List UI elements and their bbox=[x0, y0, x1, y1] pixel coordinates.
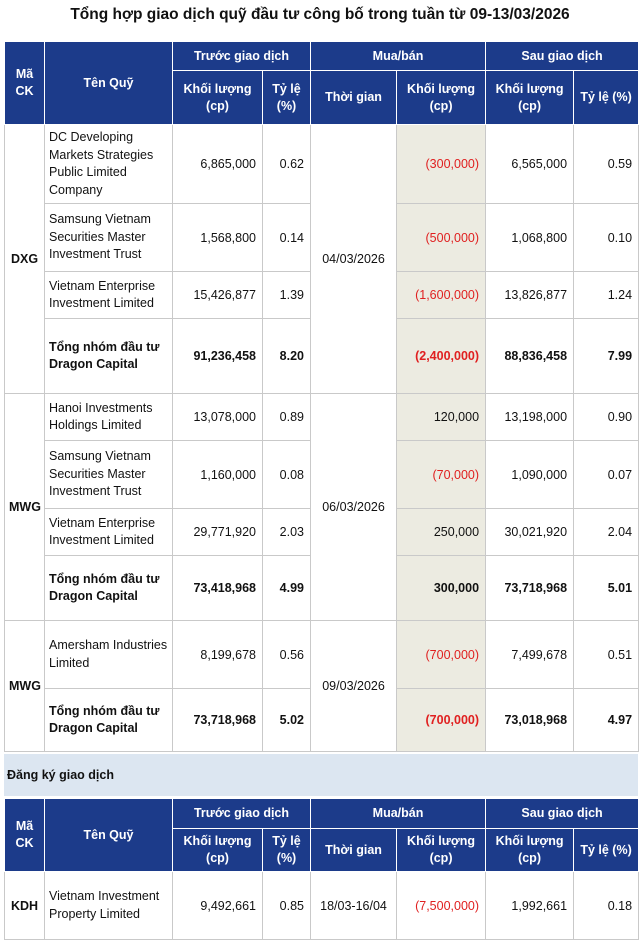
after-ratio: 0.51 bbox=[574, 621, 639, 689]
before-ratio: 0.85 bbox=[263, 872, 311, 940]
before-ratio: 2.03 bbox=[263, 509, 311, 556]
trade-volume: (70,000) bbox=[397, 441, 486, 509]
col-header-thoi-gian: Thời gian bbox=[311, 71, 397, 125]
after-volume: 88,836,458 bbox=[486, 319, 574, 394]
transactions-table bbox=[4, 41, 639, 752]
col-header-ty-le-sau: Tỷ lệ (%) bbox=[574, 71, 639, 125]
table-row bbox=[5, 125, 639, 204]
after-volume: 13,198,000 bbox=[486, 394, 574, 441]
before-ratio: 0.56 bbox=[263, 621, 311, 689]
trade-date: 04/03/2026 bbox=[311, 125, 397, 394]
trade-volume: 250,000 bbox=[397, 509, 486, 556]
after-ratio: 4.97 bbox=[574, 689, 639, 752]
before-volume: 15,426,877 bbox=[173, 272, 263, 319]
before-volume: 1,568,800 bbox=[173, 204, 263, 272]
after-volume: 73,018,968 bbox=[486, 689, 574, 752]
before-ratio: 1.39 bbox=[263, 272, 311, 319]
before-ratio: 8.20 bbox=[263, 319, 311, 394]
col-header-ty-le-truoc: Tỷ lệ (%) bbox=[263, 829, 311, 872]
before-volume: 73,718,968 bbox=[173, 689, 263, 752]
fund-name: Tổng nhóm đầu tư Dragon Capital bbox=[45, 556, 173, 621]
fund-name: Tổng nhóm đầu tư Dragon Capital bbox=[45, 319, 173, 394]
after-volume: 1,992,661 bbox=[486, 872, 574, 940]
before-volume: 13,078,000 bbox=[173, 394, 263, 441]
after-volume: 6,565,000 bbox=[486, 125, 574, 204]
col-header-sau: Sau giao dịch bbox=[486, 42, 639, 71]
after-ratio: 0.10 bbox=[574, 204, 639, 272]
trade-volume: (500,000) bbox=[397, 204, 486, 272]
after-ratio: 0.59 bbox=[574, 125, 639, 204]
trade-volume: (300,000) bbox=[397, 125, 486, 204]
fund-name: Amersham Industries Limited bbox=[45, 621, 173, 689]
before-volume: 73,418,968 bbox=[173, 556, 263, 621]
registration-table bbox=[4, 798, 639, 940]
stock-code: DXG bbox=[5, 125, 45, 394]
col-header-ten-quy: Tên Quỹ bbox=[45, 799, 173, 872]
col-header-ten-quy: Tên Quỹ bbox=[45, 42, 173, 125]
trade-date: 18/03-16/04 bbox=[311, 872, 397, 940]
trade-volume: (2,400,000) bbox=[397, 319, 486, 394]
stock-code: KDH bbox=[5, 872, 45, 940]
after-volume: 30,021,920 bbox=[486, 509, 574, 556]
section-title-registration bbox=[4, 754, 638, 796]
after-ratio: 0.18 bbox=[574, 872, 639, 940]
fund-name: Hanoi Investments Holdings Limited bbox=[45, 394, 173, 441]
section-title-text: Đăng ký giao dịch bbox=[7, 768, 114, 782]
col-header-khoi-luong-sau: Khối lượng (cp) bbox=[486, 829, 574, 872]
before-volume: 6,865,000 bbox=[173, 125, 263, 204]
stock-code: MWG bbox=[5, 621, 45, 752]
after-volume: 13,826,877 bbox=[486, 272, 574, 319]
after-ratio: 0.07 bbox=[574, 441, 639, 509]
col-header-ma-ck: Mã CK bbox=[5, 799, 45, 872]
trade-volume: 300,000 bbox=[397, 556, 486, 621]
trade-volume: (700,000) bbox=[397, 689, 486, 752]
after-volume: 7,499,678 bbox=[486, 621, 574, 689]
after-ratio: 0.90 bbox=[574, 394, 639, 441]
fund-name: DC Developing Markets Strategies Public Limited Company bbox=[45, 125, 173, 204]
col-header-khoi-luong-truoc: Khối lượng (cp) bbox=[173, 71, 263, 125]
table-row bbox=[5, 621, 639, 689]
before-volume: 91,236,458 bbox=[173, 319, 263, 394]
before-volume: 29,771,920 bbox=[173, 509, 263, 556]
after-ratio: 1.24 bbox=[574, 272, 639, 319]
before-volume: 9,492,661 bbox=[173, 872, 263, 940]
col-header-khoi-luong-muaban: Khối lượng (cp) bbox=[397, 71, 486, 125]
before-ratio: 0.08 bbox=[263, 441, 311, 509]
after-volume: 73,718,968 bbox=[486, 556, 574, 621]
trade-volume: (1,600,000) bbox=[397, 272, 486, 319]
after-ratio: 5.01 bbox=[574, 556, 639, 621]
fund-name: Samsung Vietnam Securities Master Investment Trust bbox=[45, 204, 173, 272]
after-ratio: 7.99 bbox=[574, 319, 639, 394]
fund-name: Tổng nhóm đầu tư Dragon Capital bbox=[45, 689, 173, 752]
col-header-truoc: Trước giao dịch bbox=[173, 42, 311, 71]
col-header-ty-le-sau: Tỷ lệ (%) bbox=[574, 829, 639, 872]
trade-date: 06/03/2026 bbox=[311, 394, 397, 621]
col-header-ma-ck: Mã CK bbox=[5, 42, 45, 125]
before-ratio: 4.99 bbox=[263, 556, 311, 621]
col-header-khoi-luong-muaban: Khối lượng (cp) bbox=[397, 829, 486, 872]
col-header-sau: Sau giao dịch bbox=[486, 799, 639, 829]
report-title: Tổng hợp giao dịch quỹ đầu tư công bố trong tuần từ 09-13/03/2026 bbox=[70, 6, 570, 23]
before-volume: 1,160,000 bbox=[173, 441, 263, 509]
col-header-thoi-gian: Thời gian bbox=[311, 829, 397, 872]
trade-volume: 120,000 bbox=[397, 394, 486, 441]
col-header-khoi-luong-sau: Khối lượng (cp) bbox=[486, 71, 574, 125]
col-header-muaban: Mua/bán bbox=[311, 42, 486, 71]
stock-code: MWG bbox=[5, 394, 45, 621]
fund-name: Vietnam Enterprise Investment Limited bbox=[45, 272, 173, 319]
col-header-muaban: Mua/bán bbox=[311, 799, 486, 829]
before-ratio: 0.14 bbox=[263, 204, 311, 272]
trade-volume: (7,500,000) bbox=[397, 872, 486, 940]
trade-volume: (700,000) bbox=[397, 621, 486, 689]
after-ratio: 2.04 bbox=[574, 509, 639, 556]
fund-name: Vietnam Enterprise Investment Limited bbox=[45, 509, 173, 556]
after-volume: 1,090,000 bbox=[486, 441, 574, 509]
table-row bbox=[5, 872, 639, 940]
fund-name: Samsung Vietnam Securities Master Investment Trust bbox=[45, 441, 173, 509]
before-ratio: 0.89 bbox=[263, 394, 311, 441]
before-ratio: 5.02 bbox=[263, 689, 311, 752]
before-volume: 8,199,678 bbox=[173, 621, 263, 689]
before-ratio: 0.62 bbox=[263, 125, 311, 204]
col-header-khoi-luong-truoc: Khối lượng (cp) bbox=[173, 829, 263, 872]
col-header-truoc: Trước giao dịch bbox=[173, 799, 311, 829]
col-header-ty-le-truoc: Tỷ lệ (%) bbox=[263, 71, 311, 125]
after-volume: 1,068,800 bbox=[486, 204, 574, 272]
table-row bbox=[5, 394, 639, 441]
trade-date: 09/03/2026 bbox=[311, 621, 397, 752]
fund-name: Vietnam Investment Property Limited bbox=[45, 872, 173, 940]
